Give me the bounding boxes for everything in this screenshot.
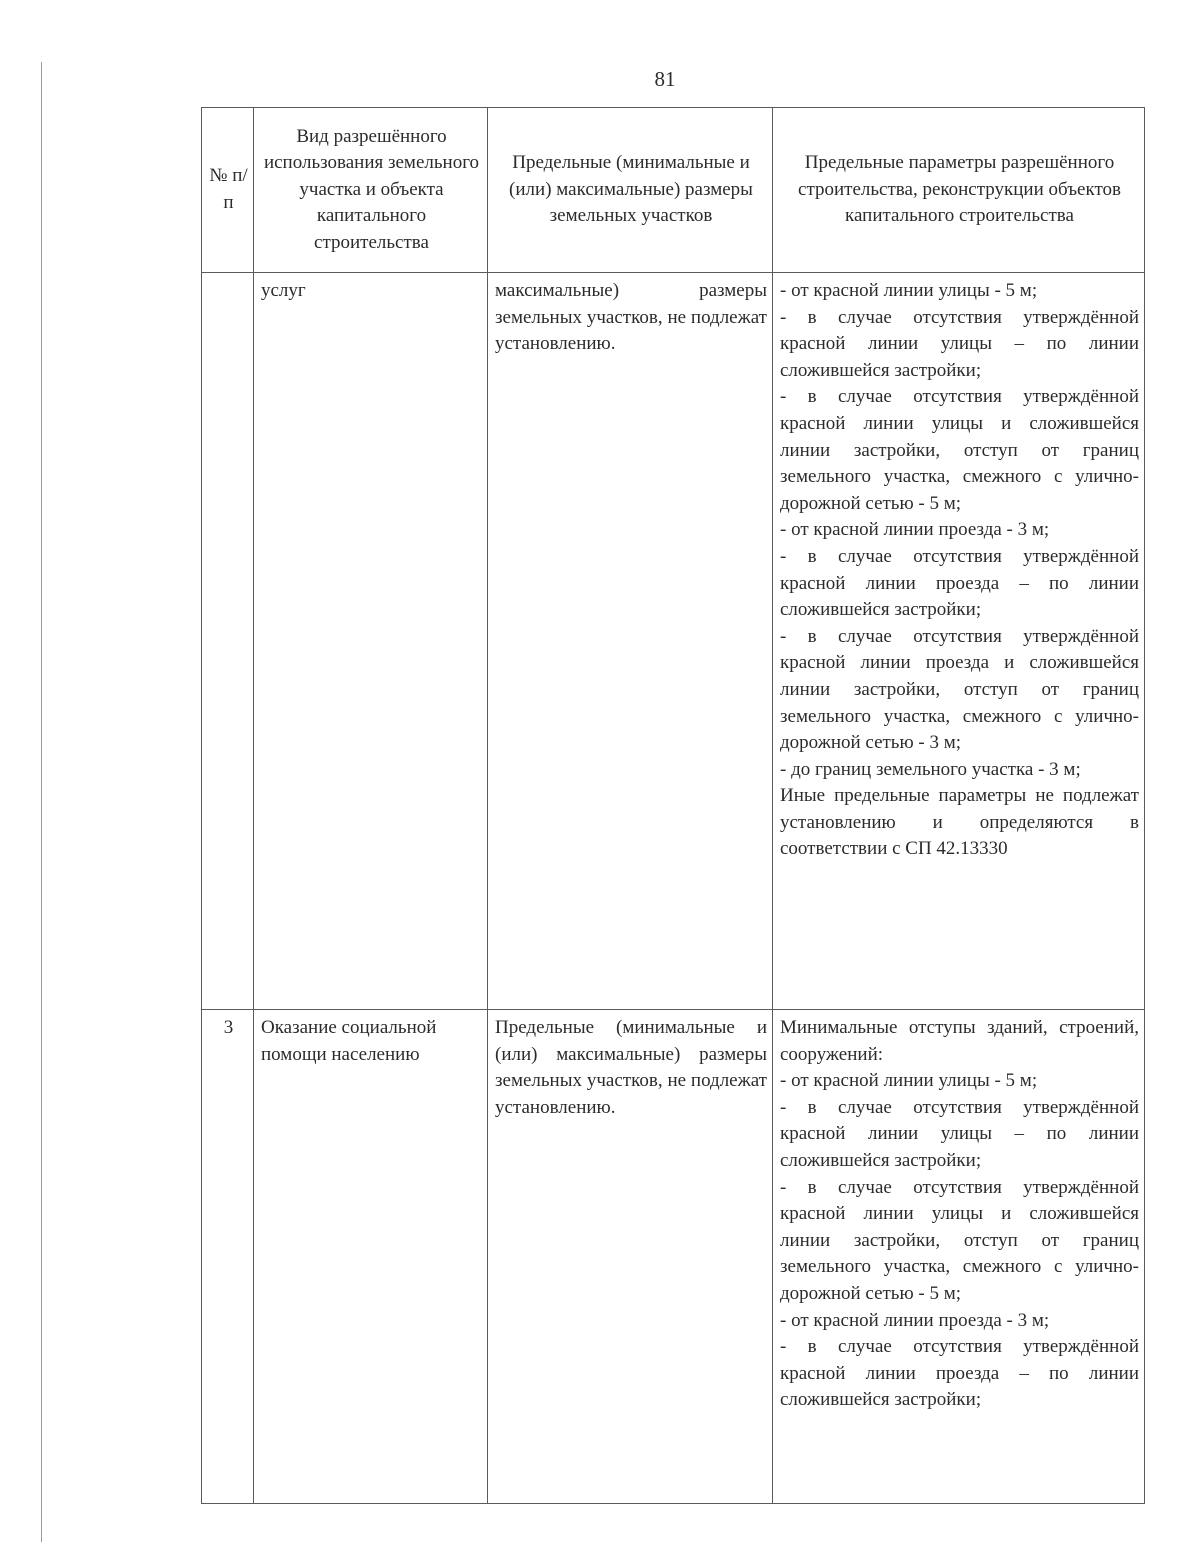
table-header-row [202, 108, 1145, 273]
param-item: - от красной линии проезда - 3 м; [780, 1309, 1050, 1331]
table-row [202, 273, 1145, 1010]
param-item: - от красной линии улицы - 5 м; [780, 1070, 1038, 1092]
header-number: № п/п [202, 108, 254, 273]
binding-line [41, 62, 42, 1542]
row-params [773, 273, 1145, 1010]
row-params [773, 1010, 1145, 1504]
param-item: - в случае отсутствия утверждённой красной линии улицы – по линии сложившейся застройки; [780, 1096, 1139, 1171]
page-number: 81 [654, 67, 676, 91]
row-number [202, 273, 254, 1010]
param-item: Иные предельные параметры не подлежат установлению и определяются в соответствии с СП 42.13330 [780, 785, 1139, 860]
param-item: - в случае отсутствия утверждённой красной линии проезда – по линии сложившейся застройки; [780, 545, 1139, 621]
param-item: - до границ земельного участка - 3 м; [780, 758, 1081, 780]
header-plot-sizes: Предельные (минимальные и (или) максимальные) размеры земельных участков [488, 108, 773, 273]
param-item: - в случае отсутствия утверждённой красной линии улицы и сложившейся линии застройки, отступ от границ земельного участка, смежного с улично-дорожной сетью - 5 м; [780, 1176, 1139, 1304]
param-item: - в случае отсутствия утверждённой красной линии улицы – по линии сложившейся застройки; [780, 306, 1139, 381]
header-build-params: Предельные параметры разрешённого строительства, реконструкции объектов капитального строительства [773, 108, 1145, 273]
row-plot-sizes: максимальные) размеры земельных участков, не подлежат установлению. [488, 273, 773, 1010]
header-use-type: Вид разрешённого использования земельного участка и объекта капитального строительства [254, 108, 488, 273]
table-row [202, 1010, 1145, 1504]
param-item: - в случае отсутствия утверждённой красной линии улицы и сложившейся линии застройки, отступ от границ земельного участка, смежного с улично-дорожной сетью - 5 м; [780, 386, 1139, 514]
param-item: - от красной линии улицы - 5 м; [780, 280, 1038, 301]
row-plot-sizes: Предельные (минимальные и (или) максимальные) размеры земельных участков, не подлежат установлению. [488, 1010, 773, 1504]
param-item: Минимальные отступы зданий, строений, сооружений: [780, 1017, 1139, 1065]
row-use-type: Оказание социальной помощи населению [254, 1010, 488, 1504]
regulations-table [201, 107, 1145, 1504]
param-item: - в случае отсутствия утверждённой красной линии проезда и сложившейся линии застройки, отступ от границ земельного участка, смежного с улично-дорожной сетью - 3 м; [780, 625, 1139, 754]
param-item: - в случае отсутствия утверждённой красной линии проезда – по линии сложившейся застройки; [780, 1336, 1139, 1411]
row-number: 3 [202, 1010, 254, 1504]
param-item: - от красной линии проезда - 3 м; [780, 519, 1050, 541]
row-use-type: услуг [254, 273, 488, 1010]
